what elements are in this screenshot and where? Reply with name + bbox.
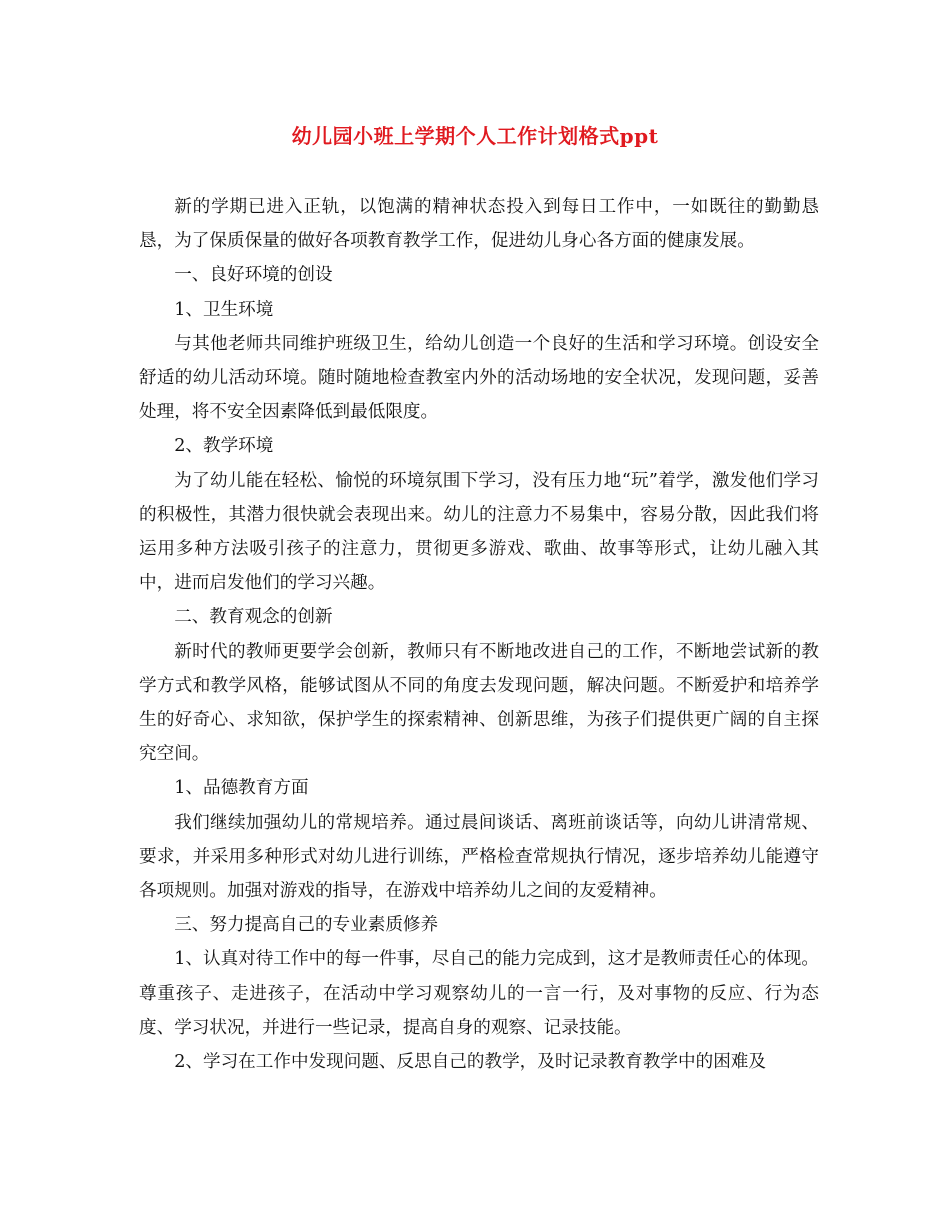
intro-paragraph: 新的学期已进入正轨，以饱满的精神状态投入到每日工作中，一如既往的勤勤恳恳，为了保质保量的做好各项教育教学工作，促进幼儿身心各方面的健康发展。 [139,197,819,252]
document-body [139,190,819,1079]
section-heading-environment: 一、良好环境的创设 [174,265,333,286]
subheading-teaching-environment: 2、教学环境 [174,436,274,457]
innovation-paragraph: 新时代的教师更要学会创新，教师只有不断地改进自己的工作，不断地尝试新的教学方式和教学风格，能够试图从不同的角度去发现问题，解决问题。不断爱护和培养学生的好奇心、求知欲，保护学生的探索精神、创新思维，为孩子们提供更广阔的自主探究空间。 [139,641,819,765]
teaching-environment-paragraph: 为了幼儿能在轻松、愉悦的环境氛围下学习，没有压力地“玩”着学，激发他们学习的积极性，其潜力很快就会表现出来。幼儿的注意力不易集中，容易分散，因此我们将运用多种方法吸引孩子的注意力，贯彻更多游戏、歌曲、故事等形式，让幼儿融入其中，进而启发他们的学习兴趣。 [139,470,819,594]
professional-point-2: 2、学习在工作中发现问题、反思自己的教学，及时记录教育教学中的困难及 [174,1052,766,1073]
professional-point-1: 1、认真对待工作中的每一件事，尽自己的能力完成到，这才是教师责任心的体现。尊重孩子、走进孩子，在活动中学习观察幼儿的一言一行，及对事物的反应、行为态度、学习状况，并进行一些记录，提高自身的观察、记录技能。 [139,949,819,1038]
moral-education-paragraph: 我们继续加强幼儿的常规培养。通过晨间谈话、离班前谈话等，向幼儿讲清常规、要求，并采用多种形式对幼儿进行训练，严格检查常规执行情况，逐步培养幼儿能遵守各项规则。加强对游戏的指导，在游戏中培养幼儿之间的友爱精神。 [139,812,819,902]
section-heading-professional: 三、努力提高自己的专业素质修养 [174,915,439,936]
document-title: 幼儿园小班上学期个人工作计划格式ppt [291,124,659,148]
subheading-hygiene-environment: 1、卫生环境 [174,299,274,320]
subheading-moral-education: 1、品德教育方面 [174,778,309,799]
section-heading-innovation: 二、教育观念的创新 [174,607,333,628]
hygiene-paragraph: 与其他老师共同维护班级卫生，给幼儿创造一个良好的生活和学习环境。创设安全舒适的幼儿活动环境。随时随地检查教室内外的活动场地的安全状况，发现问题，妥善处理，将不安全因素降低到最低限度。 [139,333,819,423]
